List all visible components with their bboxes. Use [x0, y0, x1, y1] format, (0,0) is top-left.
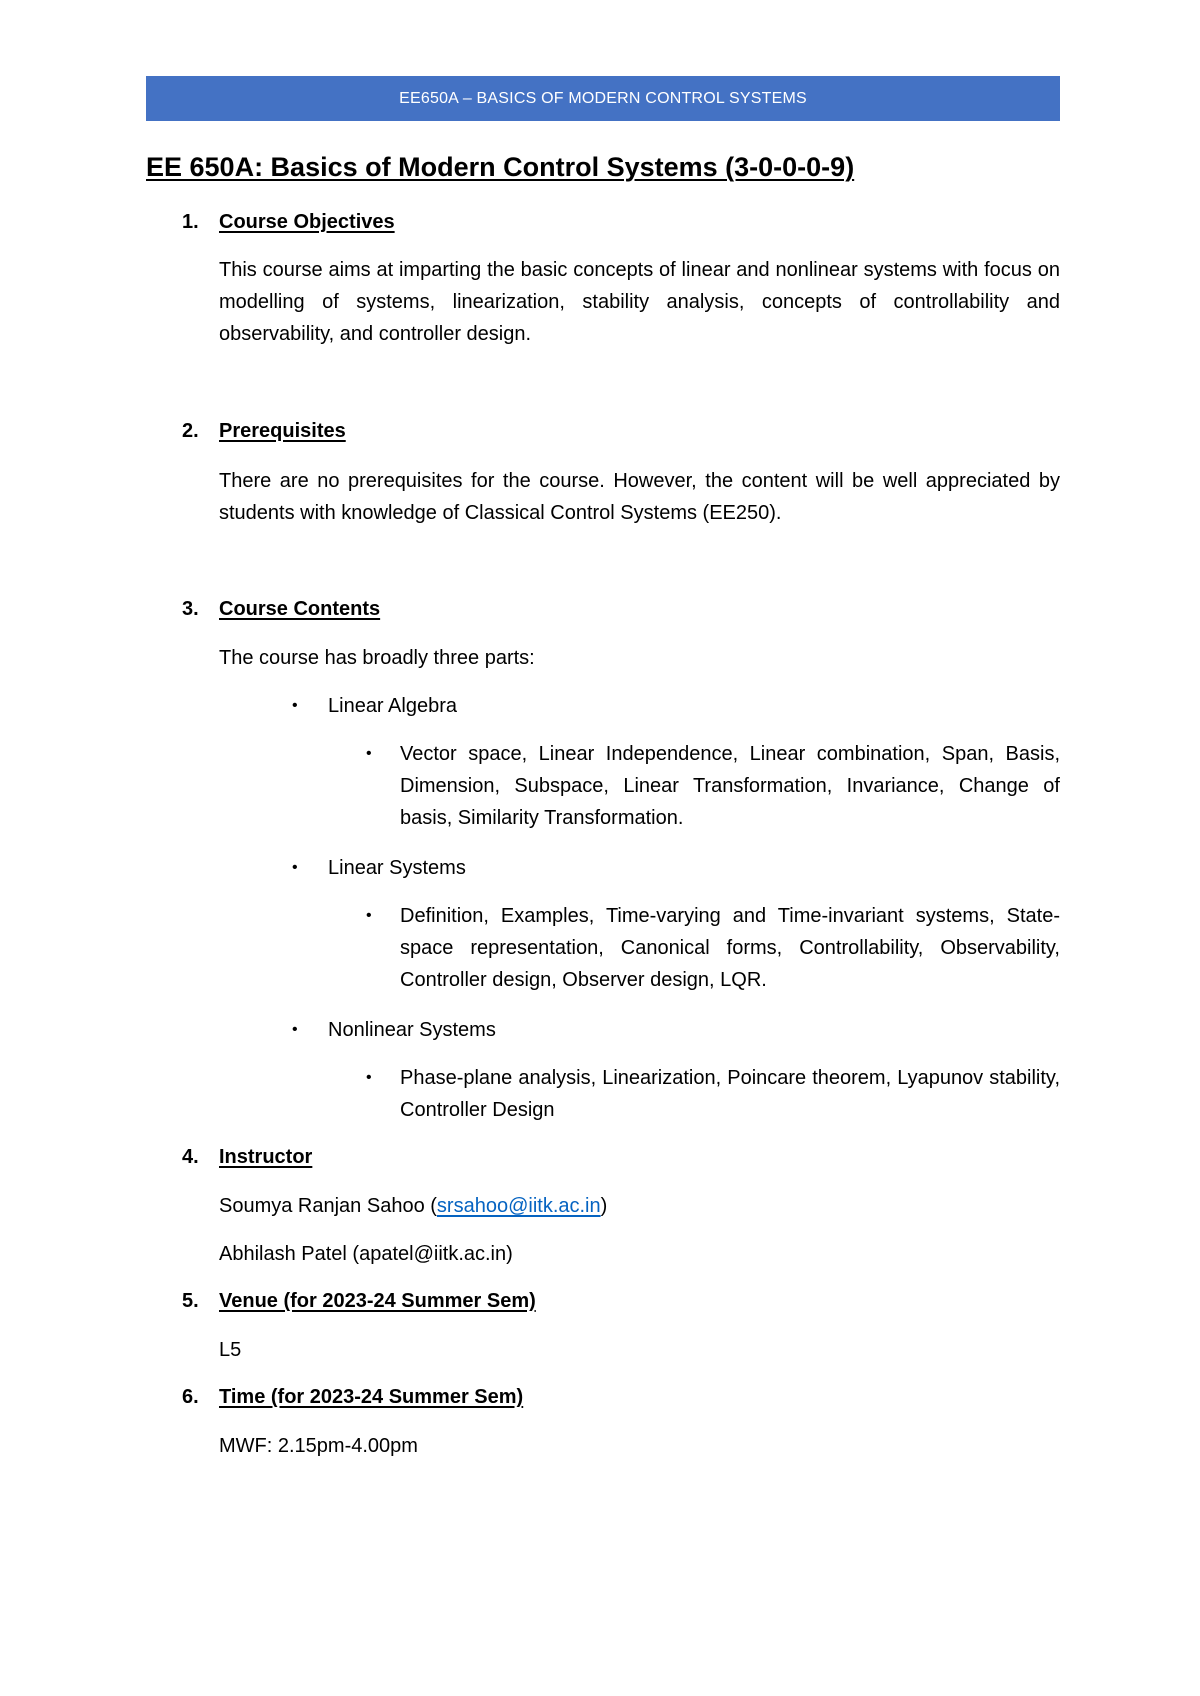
bullet-icon: • [292, 697, 298, 714]
part-linear-algebra: Linear Algebra [328, 695, 457, 717]
header-text: EE650A – BASICS OF MODERN CONTROL SYSTEMS [399, 89, 807, 107]
bullet-icon: • [366, 907, 372, 924]
section-heading-venue: Venue (for 2023-24 Summer Sem) [219, 1290, 536, 1312]
course-objectives-text: This course aims at imparting the basic concepts of linear and nonlinear systems with focus on modelling of systems, linearization, stability analysis, concepts of controllability and observability, and controller design. [219, 259, 1060, 345]
section-number-4: 4. [182, 1146, 199, 1168]
instructor-2: Abhilash Patel (apatel@iitk.ac.in) [219, 1243, 513, 1265]
section-heading-prerequisites: Prerequisites [219, 420, 346, 442]
course-contents-intro: The course has broadly three parts: [219, 647, 535, 669]
bullet-icon: • [366, 1069, 372, 1086]
section-heading-course-contents: Course Contents [219, 598, 381, 620]
bullet-icon: • [366, 745, 372, 762]
section-heading-course-objectives: Course Objectives [219, 211, 395, 233]
section-number-6: 6. [182, 1386, 199, 1408]
instructor-1-suffix: ) [600, 1195, 608, 1217]
instructor-1-email-link[interactable]: srsahoo@iitk.ac.in [436, 1195, 601, 1217]
instructor-1-name: Soumya Ranjan Sahoo ( [219, 1195, 437, 1217]
section-heading-time: Time (for 2023-24 Summer Sem) [219, 1386, 524, 1408]
section-number-5: 5. [182, 1290, 199, 1312]
time-value: MWF: 2.15pm-4.00pm [219, 1435, 418, 1457]
section-number-3: 3. [182, 598, 199, 620]
part-linear-systems: Linear Systems [328, 857, 466, 879]
section-number-1: 1. [182, 211, 199, 233]
bullet-icon: • [292, 1021, 298, 1038]
linear-systems-topics: Definition, Examples, Time-varying and Time-invariant systems, State-space representation, Canonical forms, Controllability, Observability, Controller design, Observer design, LQR. [400, 905, 1060, 991]
prerequisites-text: There are no prerequisites for the course. However, the content will be well appreciated by students with knowledge of Classical Control Systems (EE250). [219, 470, 1060, 524]
nonlinear-systems-topics: Phase-plane analysis, Linearization, Poincare theorem, Lyapunov stability, Controller Design [400, 1067, 1060, 1121]
linear-algebra-topics: Vector space, Linear Independence, Linear combination, Span, Basis, Dimension, Subspace, Linear Transformation, Invariance, Change of basis, Similarity Transformation. [400, 743, 1060, 829]
venue-value: L5 [219, 1339, 242, 1361]
bullet-icon: • [292, 859, 298, 876]
header-band [146, 76, 1060, 121]
instructor-1 [219, 1194, 607, 1218]
part-nonlinear-systems: Nonlinear Systems [328, 1019, 496, 1041]
section-heading-instructor: Instructor [219, 1146, 313, 1168]
document-title: EE 650A: Basics of Modern Control Systems (3-0-0-0-9) [146, 152, 855, 182]
section-number-2: 2. [182, 420, 199, 442]
